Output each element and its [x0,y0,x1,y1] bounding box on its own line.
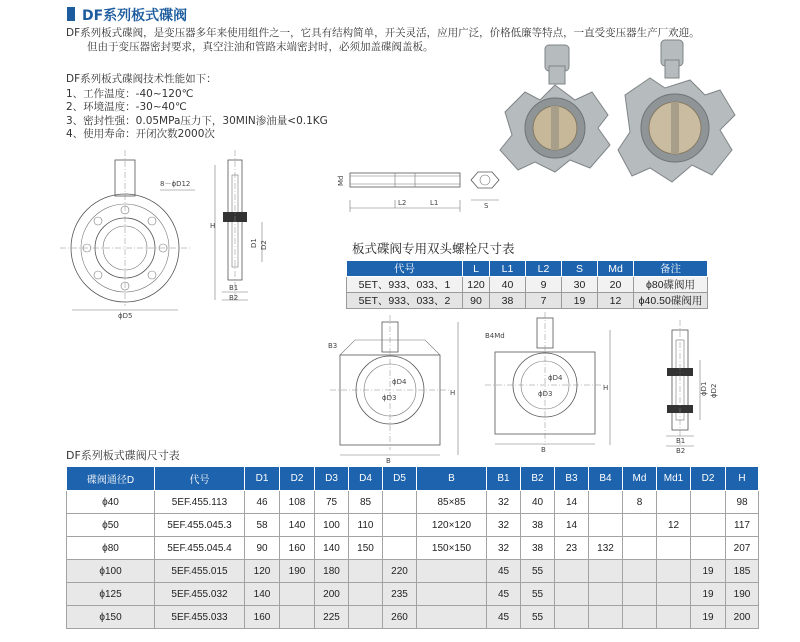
table-row [67,537,759,560]
valve-photo-right [618,40,735,182]
intro-line-2: 但由于变压器密封要求，真空注油和管路末端密封时，必须加盖碟阀盖板。 [87,41,434,53]
table-cell [589,583,623,606]
table-row [67,583,759,606]
label-md: Md [337,175,345,186]
dim-col-header: D2 [691,467,726,491]
table-cell [589,606,623,629]
table-cell: 117 [726,514,759,537]
label-h-1: H [210,222,216,230]
table-cell [657,491,691,514]
drawing-side-view [222,150,262,300]
bolt-table-title: 板式碟阀专用双头螺栓尺寸表 [352,241,515,256]
table-cell: 46 [245,491,280,514]
table-cell: 5EF.455.045.3 [155,514,245,537]
bolt-col-header: L2 [526,261,562,277]
table-cell [349,606,383,629]
table-cell: ϕ50 [67,514,155,537]
label-b-1: B [386,457,391,465]
table-cell: 140 [315,537,349,560]
table-cell [657,606,691,629]
table-cell: ϕ40.50碟阀用 [634,293,708,309]
table-row [67,606,759,629]
dim-col-header: B3 [555,467,589,491]
spec-item: 4、使用寿命：开闭次数2000次 [66,128,215,140]
table-row [67,491,759,514]
dim-col-header: B4 [589,467,623,491]
label-b2: B2 [229,294,239,302]
table-cell: 5EF.455.033 [155,606,245,629]
valve-photo-left [500,45,610,172]
table-cell: 207 [726,537,759,560]
bolt-col-header: 代号 [347,261,463,277]
spec-item: 3、密封性强：0.05MPa压力下，30MIN渗油量<0.1KG [66,114,328,127]
table-cell: ϕ150 [67,606,155,629]
table-cell [349,583,383,606]
table-cell: 45 [487,606,521,629]
table-cell [589,560,623,583]
table-cell: 9 [526,277,562,293]
label-phi-d1: ϕD1 [700,381,708,396]
table-cell: 120×120 [417,514,487,537]
table-cell: 120 [245,560,280,583]
label-l2: L2 [398,199,407,207]
table-cell: 38 [490,293,526,309]
table-cell [623,583,657,606]
table-cell [555,583,589,606]
table-cell: 5ET、933、033、2 [347,293,463,309]
table-cell: 19 [562,293,598,309]
dim-col-header: H [726,467,759,491]
table-cell: 32 [487,537,521,560]
table-cell: 45 [487,583,521,606]
dim-col-header: Md [623,467,657,491]
dim-col-header: D3 [315,467,349,491]
table-cell [349,560,383,583]
table-cell: 90 [463,293,490,309]
table-cell: 160 [280,537,315,560]
table-cell: 132 [589,537,623,560]
dim-col-header: B1 [487,467,521,491]
table-cell: 190 [726,583,759,606]
table-cell [280,606,315,629]
table-cell: ϕ125 [67,583,155,606]
table-row [67,560,759,583]
table-cell: 8 [623,491,657,514]
table-cell: 20 [598,277,634,293]
table-cell: 190 [280,560,315,583]
table-cell: 180 [315,560,349,583]
table-cell: 40 [490,277,526,293]
label-d5: ϕD5 [118,312,133,320]
label-l1: L1 [430,199,439,207]
table-cell: 200 [315,583,349,606]
dim-col-header: Md1 [657,467,691,491]
table-cell: 140 [245,583,280,606]
table-cell [280,583,315,606]
table-cell: 235 [383,583,417,606]
label-b1: B1 [229,284,239,292]
table-cell: 5EF.455.032 [155,583,245,606]
table-cell [691,514,726,537]
table-cell: 12 [657,514,691,537]
label-b3-1: B3 [328,342,338,350]
dim-table-title: DF系列板式碟阀尺寸表 [66,449,180,462]
table-cell: 100 [315,514,349,537]
table-cell [589,514,623,537]
bolt-col-header: S [562,261,598,277]
table-cell: 225 [315,606,349,629]
table-cell: 55 [521,560,555,583]
table-cell: 110 [349,514,383,537]
table-cell: 5EF.455.015 [155,560,245,583]
bolt-col-header: L1 [490,261,526,277]
table-cell: 160 [245,606,280,629]
drawing-stud-bolt [350,172,499,212]
table-cell: 5EF.455.045.4 [155,537,245,560]
table-cell [555,606,589,629]
label-phi-d2: ϕD2 [710,383,718,398]
spec-item: 2、环境温度：-30~40℃ [66,101,187,113]
table-cell: 220 [383,560,417,583]
table-cell [623,560,657,583]
table-cell [623,537,657,560]
label-b2-2: B2 [676,447,686,455]
drawing-side-view-2 [666,320,700,446]
dim-table-body [67,491,759,629]
table-cell: 32 [487,491,521,514]
label-bolt-holes: 8－ϕD12 [160,180,191,188]
dim-col-header: 代号 [155,467,245,491]
bolt-table-header [347,261,708,277]
table-cell: 14 [555,514,589,537]
table-row [347,277,708,293]
table-cell: 140 [280,514,315,537]
table-cell [657,560,691,583]
table-cell: 23 [555,537,589,560]
table-cell: ϕ40 [67,491,155,514]
table-cell: 19 [691,583,726,606]
table-cell: 30 [562,277,598,293]
table-cell: 5EF.455.113 [155,491,245,514]
label-d3-1: ϕD3 [382,394,397,402]
dim-col-header: D2 [280,467,315,491]
label-d4-1: ϕD4 [392,378,407,386]
table-cell [383,514,417,537]
dim-col-header: D1 [245,467,280,491]
dim-col-header: B2 [521,467,555,491]
table-cell: 38 [521,514,555,537]
intro-line-1: DF系列板式碟阀，是变压器多年来使用组件之一，它具有结构简单，开关灵活，应用广泛，价格低廉等特点，一直受变压器生产厂欢迎。 [66,27,700,39]
table-cell: ϕ80 [67,537,155,560]
table-cell: 150×150 [417,537,487,560]
label-h-3: H [603,384,609,392]
table-cell [417,560,487,583]
table-cell: 5ET、933、033、1 [347,277,463,293]
table-cell: 260 [383,606,417,629]
table-cell: 12 [598,293,634,309]
table-cell: 19 [691,606,726,629]
table-cell: 58 [245,514,280,537]
label-b4md: B4Md [485,332,505,340]
label-s: S [484,202,489,210]
label-d2: D2 [260,240,268,250]
table-cell [383,537,417,560]
table-cell: 108 [280,491,315,514]
label-b-2: B [541,446,546,454]
bolt-table [346,260,708,309]
dim-table [66,466,759,629]
table-cell [589,491,623,514]
table-cell: 200 [726,606,759,629]
table-cell [691,537,726,560]
label-h-2: H [450,389,456,397]
label-d3-2: ϕD3 [538,390,553,398]
table-cell [623,514,657,537]
bolt-col-header: 备注 [634,261,708,277]
table-cell: 55 [521,606,555,629]
table-row [67,514,759,537]
dim-col-header: B [417,467,487,491]
table-row [347,293,708,309]
label-d1: D1 [250,238,258,248]
table-cell: 185 [726,560,759,583]
table-cell: 45 [487,560,521,583]
table-cell [383,491,417,514]
table-cell: 98 [726,491,759,514]
table-cell [691,491,726,514]
dim-col-header: 碟阀通径D [67,467,155,491]
table-cell [657,537,691,560]
table-cell: 150 [349,537,383,560]
table-cell: 55 [521,583,555,606]
table-cell: 19 [691,560,726,583]
table-cell [657,583,691,606]
table-cell: ϕ80碟阀用 [634,277,708,293]
table-cell [555,560,589,583]
bolt-col-header: L [463,261,490,277]
bolt-col-header: Md [598,261,634,277]
table-cell: 14 [555,491,589,514]
table-cell [417,606,487,629]
table-cell: 90 [245,537,280,560]
table-cell: 7 [526,293,562,309]
table-cell: 120 [463,277,490,293]
table-cell [417,583,487,606]
spec-heading: DF系列板式碟阀技术性能如下： [66,73,217,85]
label-d4-2: ϕD4 [548,374,563,382]
table-cell: 40 [521,491,555,514]
drawing-front-view [60,150,195,310]
table-cell [623,606,657,629]
dim-col-header: D4 [349,467,383,491]
dim-col-header: D5 [383,467,417,491]
page-title: DF系列板式碟阀 [82,8,188,24]
table-cell: 75 [315,491,349,514]
dim-table-header [67,467,759,491]
table-cell: 85×85 [417,491,487,514]
table-cell: ϕ100 [67,560,155,583]
label-b1-2: B1 [676,437,686,445]
table-cell: 85 [349,491,383,514]
table-cell: 38 [521,537,555,560]
table-cell: 32 [487,514,521,537]
spec-item: 1、工作温度：-40~120℃ [66,87,194,100]
